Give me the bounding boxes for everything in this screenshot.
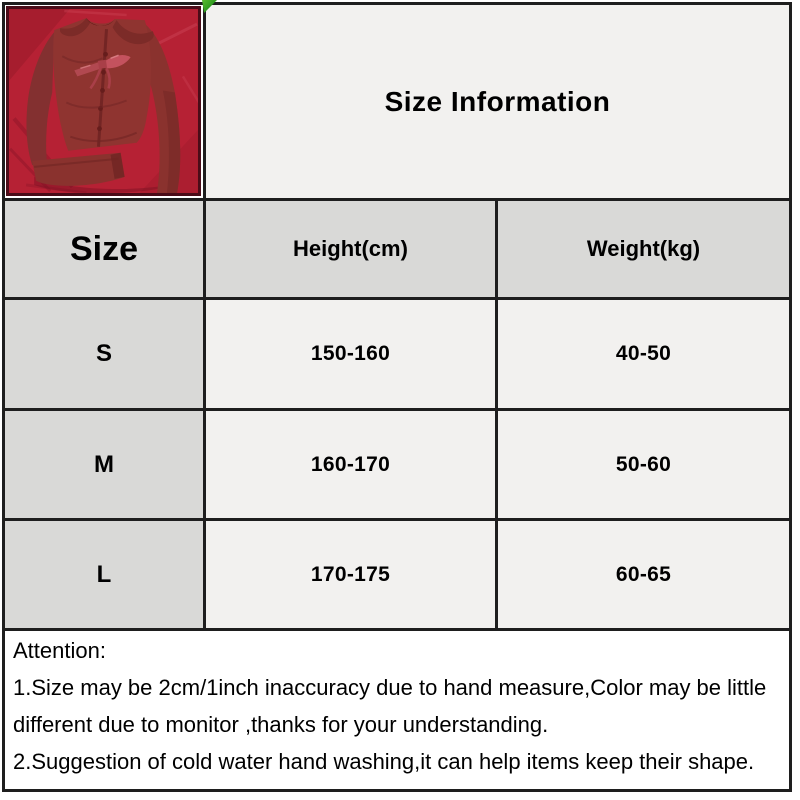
table-row-l-weight: 60-65 <box>498 521 789 628</box>
column-header-size: Size <box>5 201 203 297</box>
attention-note-2: 2.Suggestion of cold water hand washing,it can help items keep their shape. <box>13 749 755 774</box>
table-row-m-size: M <box>5 411 203 518</box>
table-row-l-size: L <box>5 521 203 628</box>
table-row-l-height: 170-175 <box>206 521 495 628</box>
table-row-s-size: S <box>5 300 203 408</box>
column-header-weight: Weight(kg) <box>498 201 789 297</box>
table-row-s-weight: 40-50 <box>498 300 789 408</box>
attention-note-1: 1.Size may be 2cm/1inch inaccuracy due to hand measure,Color may be little different due to monitor ,thanks for your understanding. <box>13 675 767 737</box>
table-row-m-weight: 50-60 <box>498 411 789 518</box>
size-information-table <box>2 2 792 792</box>
product-photo <box>5 5 203 198</box>
attention-heading: Attention: <box>13 638 106 663</box>
page-title: Size Information <box>206 5 789 198</box>
attention-section <box>5 631 789 789</box>
table-row-m-height: 160-170 <box>206 411 495 518</box>
column-header-height: Height(cm) <box>206 201 495 297</box>
table-row-s-height: 150-160 <box>206 300 495 408</box>
product-photo-image <box>6 6 201 196</box>
